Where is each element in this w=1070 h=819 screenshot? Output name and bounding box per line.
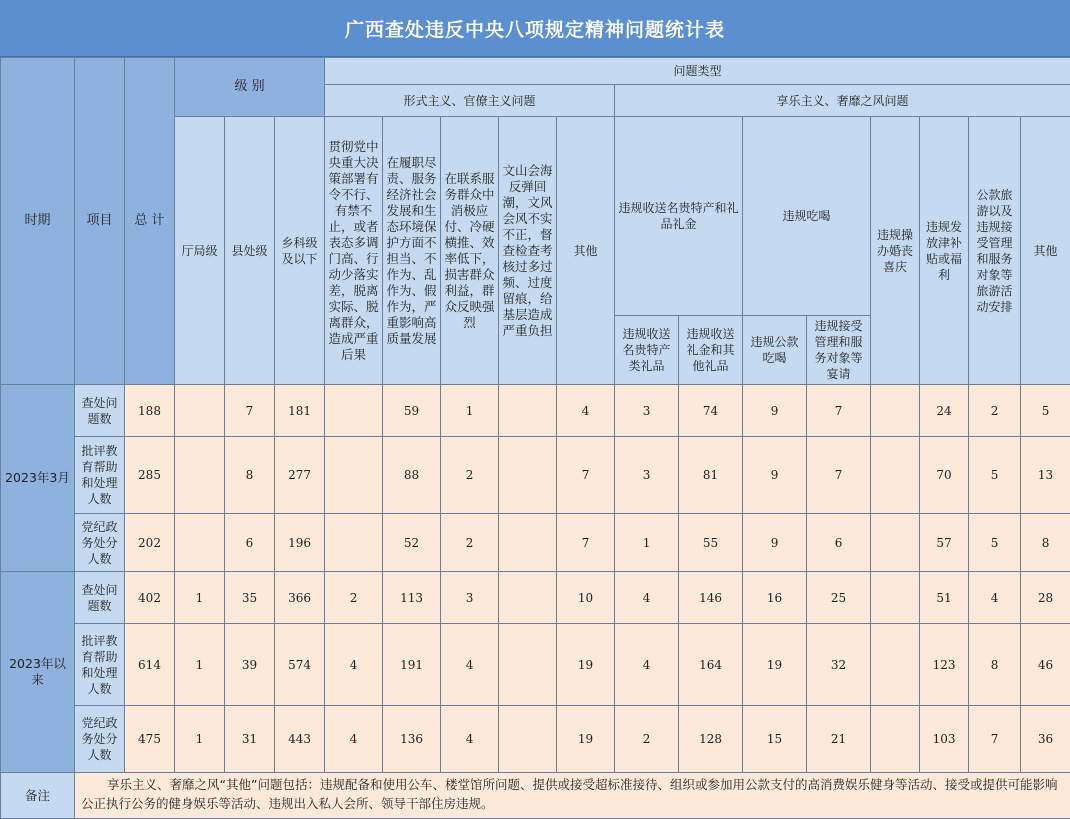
header-f1: 贯彻党中央重大决策部署有令不行、有禁不止，或者表态多调门高、行动少落实差，脱离实际、脱离群众，造成严重后果 bbox=[325, 117, 383, 385]
cell-f3: 3 bbox=[441, 572, 499, 624]
cell-f2: 113 bbox=[383, 572, 441, 624]
cell-f3: 4 bbox=[441, 624, 499, 706]
cell-h4: 57 bbox=[920, 514, 969, 572]
cell-f5: 4 bbox=[557, 385, 615, 437]
period-label: 2023年以来 bbox=[1, 572, 75, 773]
cell-h1b: 164 bbox=[679, 624, 743, 706]
cell-h3 bbox=[871, 572, 920, 624]
header-f5: 其他 bbox=[557, 117, 615, 385]
cell-f4 bbox=[499, 514, 557, 572]
header-h2a: 违规公款吃喝 bbox=[743, 316, 807, 385]
header-problem-type: 问题类型 bbox=[325, 58, 1070, 85]
cell-h2a: 15 bbox=[743, 706, 807, 773]
cell-f1 bbox=[325, 385, 383, 437]
sheet-title: 广西查处违反中央八项规定精神问题统计表 bbox=[0, 0, 1070, 57]
header-level: 级 别 bbox=[175, 58, 325, 117]
cell-xian: 8 bbox=[225, 437, 275, 514]
cell-f5: 19 bbox=[557, 624, 615, 706]
header-f3: 在联系服务群众中消极应付、冷硬横推、效率低下，损害群众利益，群众反映强烈 bbox=[441, 117, 499, 385]
table-row bbox=[1, 437, 1070, 514]
cell-h2b: 7 bbox=[807, 385, 871, 437]
header-item: 项目 bbox=[75, 58, 125, 385]
cell-xiang: 196 bbox=[275, 514, 325, 572]
cell-h1a: 4 bbox=[615, 572, 679, 624]
cell-h6: 28 bbox=[1021, 572, 1070, 624]
cell-f5: 7 bbox=[557, 514, 615, 572]
note-row bbox=[1, 773, 1070, 819]
cell-h6: 5 bbox=[1021, 385, 1070, 437]
cell-h4: 24 bbox=[920, 385, 969, 437]
cell-h4: 103 bbox=[920, 706, 969, 773]
table-row bbox=[1, 514, 1070, 572]
cell-f4 bbox=[499, 437, 557, 514]
cell-h2b: 6 bbox=[807, 514, 871, 572]
cell-f1 bbox=[325, 514, 383, 572]
cell-f3: 4 bbox=[441, 706, 499, 773]
header-h6: 其他 bbox=[1021, 117, 1070, 385]
cell-h3 bbox=[871, 437, 920, 514]
row-item-label: 查处问题数 bbox=[75, 385, 125, 437]
cell-h2a: 9 bbox=[743, 514, 807, 572]
cell-h1b: 128 bbox=[679, 706, 743, 773]
cell-f2: 52 bbox=[383, 514, 441, 572]
cell-f4 bbox=[499, 624, 557, 706]
cell-f4 bbox=[499, 385, 557, 437]
cell-h5: 8 bbox=[969, 624, 1021, 706]
cell-h3 bbox=[871, 514, 920, 572]
row-item-label: 批评教育帮助和处理人数 bbox=[75, 624, 125, 706]
period-label: 2023年3月 bbox=[1, 385, 75, 572]
cell-h2b: 32 bbox=[807, 624, 871, 706]
header-h1b: 违规收送礼金和其他礼品 bbox=[679, 316, 743, 385]
header-xian: 县处级 bbox=[225, 117, 275, 385]
cell-xiang: 366 bbox=[275, 572, 325, 624]
cell-h2a: 9 bbox=[743, 437, 807, 514]
cell-f2: 59 bbox=[383, 385, 441, 437]
cell-f2: 136 bbox=[383, 706, 441, 773]
cell-h3 bbox=[871, 385, 920, 437]
header-total: 总 计 bbox=[125, 58, 175, 385]
cell-xian: 31 bbox=[225, 706, 275, 773]
cell-h6: 46 bbox=[1021, 624, 1070, 706]
table-row bbox=[1, 624, 1070, 706]
note-text: 享乐主义、奢靡之风“其他”问题包括：违规配备和使用公车、楼堂馆所问题、提供或接受超标准接待、组织或参加用公款支付的高消费娱乐健身等活动、接受或提供可能影响公正执行公务的健身娱乐等活动、违规出入私人会所、领导干部住房违规。 bbox=[75, 773, 1070, 819]
table-row bbox=[1, 385, 1070, 437]
cell-h4: 70 bbox=[920, 437, 969, 514]
cell-xian: 35 bbox=[225, 572, 275, 624]
table-row bbox=[1, 572, 1070, 624]
cell-ting bbox=[175, 385, 225, 437]
cell-h4: 123 bbox=[920, 624, 969, 706]
cell-h5: 7 bbox=[969, 706, 1021, 773]
cell-f5: 10 bbox=[557, 572, 615, 624]
cell-xiang: 574 bbox=[275, 624, 325, 706]
cell-h1a: 3 bbox=[615, 385, 679, 437]
cell-xiang: 277 bbox=[275, 437, 325, 514]
cell-h6: 36 bbox=[1021, 706, 1070, 773]
cell-total: 614 bbox=[125, 624, 175, 706]
cell-xiang: 443 bbox=[275, 706, 325, 773]
cell-ting bbox=[175, 437, 225, 514]
cell-total: 285 bbox=[125, 437, 175, 514]
row-item-label: 查处问题数 bbox=[75, 572, 125, 624]
cell-f4 bbox=[499, 706, 557, 773]
cell-h2a: 9 bbox=[743, 385, 807, 437]
cell-h5: 2 bbox=[969, 385, 1021, 437]
cell-ting: 1 bbox=[175, 706, 225, 773]
cell-xian: 6 bbox=[225, 514, 275, 572]
cell-h5: 5 bbox=[969, 514, 1021, 572]
cell-f1 bbox=[325, 437, 383, 514]
cell-h2b: 7 bbox=[807, 437, 871, 514]
header-hedonism: 享乐主义、奢靡之风问题 bbox=[615, 85, 1070, 117]
cell-ting bbox=[175, 514, 225, 572]
cell-h1b: 55 bbox=[679, 514, 743, 572]
cell-f1: 4 bbox=[325, 624, 383, 706]
cell-total: 188 bbox=[125, 385, 175, 437]
cell-f4 bbox=[499, 572, 557, 624]
cell-h1a: 4 bbox=[615, 624, 679, 706]
cell-h2b: 25 bbox=[807, 572, 871, 624]
header-xiang: 乡科级及以下 bbox=[275, 117, 325, 385]
cell-h2a: 16 bbox=[743, 572, 807, 624]
cell-h6: 8 bbox=[1021, 514, 1070, 572]
note-label: 备注 bbox=[1, 773, 75, 819]
cell-h1a: 1 bbox=[615, 514, 679, 572]
cell-total: 475 bbox=[125, 706, 175, 773]
header-ting: 厅局级 bbox=[175, 117, 225, 385]
cell-f3: 2 bbox=[441, 437, 499, 514]
cell-h1b: 74 bbox=[679, 385, 743, 437]
header-h2: 违规吃喝 bbox=[743, 117, 871, 316]
header-f2: 在履职尽责、服务经济社会发展和生态环境保护方面不担当、不作为、乱作为、假作为，严重影响高质量发展 bbox=[383, 117, 441, 385]
cell-h2b: 21 bbox=[807, 706, 871, 773]
cell-f5: 7 bbox=[557, 437, 615, 514]
cell-f2: 88 bbox=[383, 437, 441, 514]
cell-h1a: 3 bbox=[615, 437, 679, 514]
header-h1: 违规收送名贵特产和礼品礼金 bbox=[615, 117, 743, 316]
cell-f3: 1 bbox=[441, 385, 499, 437]
cell-xiang: 181 bbox=[275, 385, 325, 437]
cell-h1b: 146 bbox=[679, 572, 743, 624]
table-row bbox=[1, 706, 1070, 773]
cell-xian: 7 bbox=[225, 385, 275, 437]
header-h5: 公款旅游以及违规接受管理和服务对象等旅游活动安排 bbox=[969, 117, 1021, 385]
header-h1a: 违规收送名贵特产类礼品 bbox=[615, 316, 679, 385]
cell-h4: 51 bbox=[920, 572, 969, 624]
row-item-label: 党纪政务处分人数 bbox=[75, 706, 125, 773]
cell-total: 202 bbox=[125, 514, 175, 572]
header-period: 时期 bbox=[1, 58, 75, 385]
cell-f3: 2 bbox=[441, 514, 499, 572]
header-formalism: 形式主义、官僚主义问题 bbox=[325, 85, 615, 117]
header-h2b: 违规接受管理和服务对象等宴请 bbox=[807, 316, 871, 385]
cell-f1: 2 bbox=[325, 572, 383, 624]
cell-xian: 39 bbox=[225, 624, 275, 706]
cell-h3 bbox=[871, 624, 920, 706]
cell-ting: 1 bbox=[175, 572, 225, 624]
cell-h5: 4 bbox=[969, 572, 1021, 624]
row-item-label: 党纪政务处分人数 bbox=[75, 514, 125, 572]
cell-f5: 19 bbox=[557, 706, 615, 773]
cell-total: 402 bbox=[125, 572, 175, 624]
cell-f1: 4 bbox=[325, 706, 383, 773]
header-h4: 违规发放津补贴或福利 bbox=[920, 117, 969, 385]
cell-h1a: 2 bbox=[615, 706, 679, 773]
header-f4: 文山会海反弹回潮，文风会风不实不正，督查检查考核过多过频、过度留痕，给基层造成严重负担 bbox=[499, 117, 557, 385]
cell-h5: 5 bbox=[969, 437, 1021, 514]
stats-table bbox=[0, 57, 1070, 819]
cell-ting: 1 bbox=[175, 624, 225, 706]
cell-f2: 191 bbox=[383, 624, 441, 706]
cell-h2a: 19 bbox=[743, 624, 807, 706]
cell-h1b: 81 bbox=[679, 437, 743, 514]
cell-h3 bbox=[871, 706, 920, 773]
header-h3: 违规操办婚丧喜庆 bbox=[871, 117, 920, 385]
cell-h6: 13 bbox=[1021, 437, 1070, 514]
row-item-label: 批评教育帮助和处理人数 bbox=[75, 437, 125, 514]
